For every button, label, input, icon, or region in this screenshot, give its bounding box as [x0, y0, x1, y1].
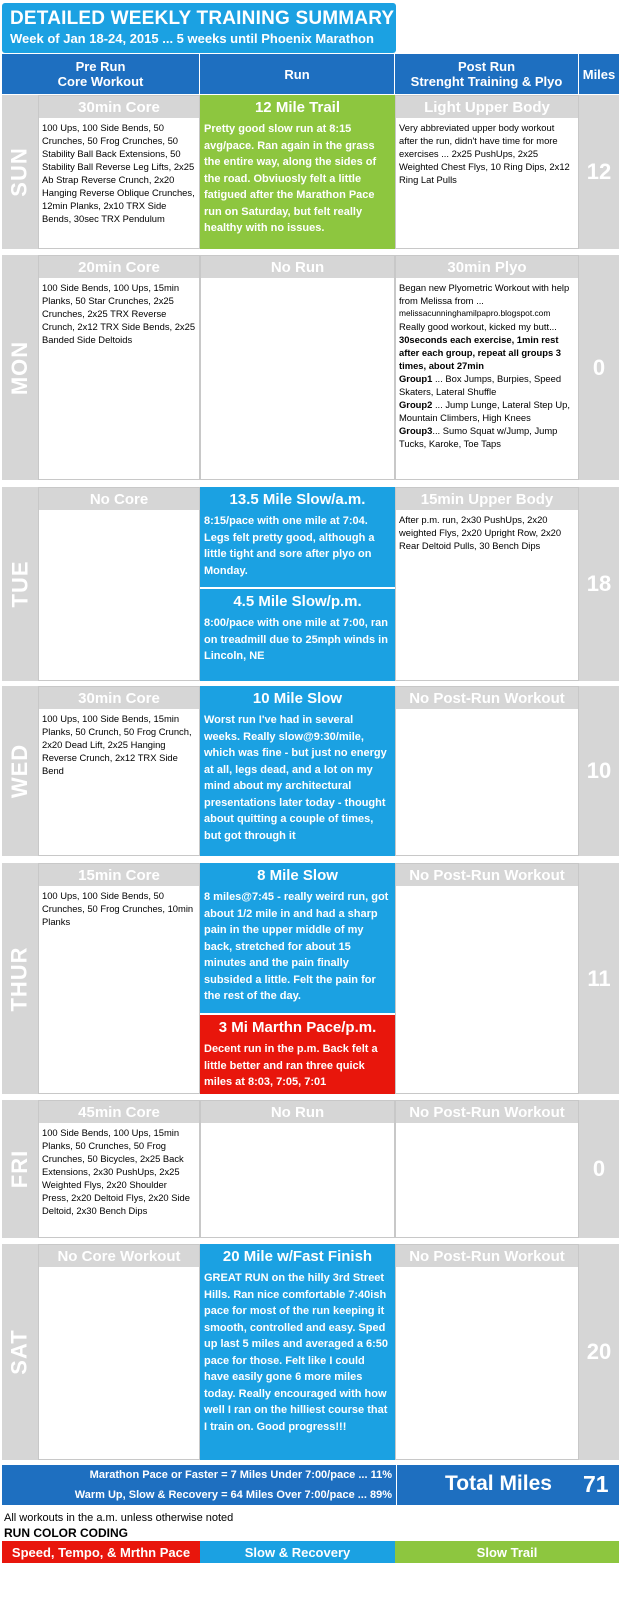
core-title: 15min Core	[39, 864, 199, 886]
legend-green: Slow Trail	[395, 1541, 619, 1563]
core-text: 100 Ups, 100 Side Bends, 15min Planks, 50 Crunch, 50 Frog Crunch, 2x20 Dead Lift, 2x25 Hanging Reverse Crunch, 2x12 TRX Side Bend	[42, 713, 192, 776]
run-cell-sun	[200, 95, 395, 249]
header-post-line1: Post Run	[457, 59, 516, 74]
core-cell-mon	[38, 255, 200, 480]
miles-tue: 18	[579, 487, 619, 681]
core-text: 100 Side Bends, 100 Ups, 15min Planks, 50 Crunches, 50 Frog Crunches, 50 Bicycles, 2x25 Back Extensions, 2x30 PushUps, 2x25 Weighted Flys, 2x20 Shoulder Press, 2x20 Deltoid Flys, 2x20 Side Deltoid, 2x30 Bench Dips	[42, 1127, 190, 1216]
post-text	[396, 278, 578, 450]
core-cell-sat	[38, 1244, 200, 1460]
run-cell-thu-pm	[200, 1015, 395, 1094]
post-cell-wed	[395, 686, 579, 856]
group2-label: Group2	[399, 399, 433, 410]
core-title: 30min Core	[39, 687, 199, 709]
group3-label: Group3	[399, 425, 433, 436]
core-cell-sun	[38, 95, 200, 249]
core-title: 45min Core	[39, 1101, 199, 1123]
run-title: No Run	[201, 256, 394, 278]
core-cell-fri	[38, 1100, 200, 1238]
run-title: 20 Mile w/Fast Finish	[201, 1245, 394, 1267]
legend-title: RUN COLOR CODING	[4, 1526, 128, 1540]
post-title: No Post-Run Workout	[396, 687, 578, 709]
post-intro: Began new Plyometric Workout with help from Melissa from ...	[399, 282, 570, 306]
run-cell-tue-pm	[200, 589, 395, 681]
miles-fri: 0	[579, 1100, 619, 1238]
post-url: melissacunninghamilpapro.blogspot.com	[399, 308, 551, 318]
miles-sun: 12	[579, 95, 619, 249]
run-text: Pretty good slow run at 8:15 avg/pace. Ran again in the grass the entire way, along the sides of the road. Obviuosly felt a little fatigued after the Marathon Pace run on Saturday, but felt really healthy with no issues.	[204, 123, 377, 234]
core-cell-wed	[38, 686, 200, 856]
run-title: 4.5 Mile Slow/p.m.	[201, 590, 394, 612]
run-cell-sat	[200, 1244, 395, 1460]
core-title: No Core	[39, 488, 199, 510]
day-label-tue: TUE	[2, 487, 38, 681]
post-bold: 30seconds each exercise, 1min rest after each group, repeat all groups 3 times, about 27min	[399, 334, 562, 371]
header-pre-line1: Pre Run	[75, 59, 126, 74]
header-post-line2: Strenght Training & Plyo	[410, 74, 563, 89]
day-label-mon: MON	[2, 255, 38, 480]
total-miles-value: 71	[583, 1471, 609, 1497]
group1-text: ... Box Jumps, Burpies, Speed Skaters, Lateral Shuffle	[399, 373, 562, 397]
core-cell-tue	[38, 487, 200, 681]
run-title: 10 Mile Slow	[201, 687, 394, 709]
summary-divider	[396, 1465, 397, 1505]
day-label-wed: WED	[2, 686, 38, 856]
header-run-label: Run	[284, 66, 310, 82]
core-cell-thu	[38, 863, 200, 1094]
run-text: Decent run in the p.m. Back felt a little better and ran three quick miles at 8:03, 7:05, 7:01	[204, 1043, 378, 1088]
miles-thu: 11	[579, 863, 619, 1094]
miles-wed: 10	[579, 686, 619, 856]
group3-text: ... Sumo Squat w/Jump, Jump Tucks, Karoke, Toe Taps	[399, 425, 558, 449]
slow-recovery-stat: Warm Up, Slow & Recovery = 64 Miles Over 7:00/pace ... 89%	[74, 1489, 392, 1501]
footnote: All workouts in the a.m. unless otherwise noted	[4, 1512, 234, 1524]
run-title: 8 Mile Slow	[201, 864, 394, 886]
post-title: 30min Plyo	[396, 256, 578, 278]
run-title: 13.5 Mile Slow/a.m.	[201, 488, 394, 510]
header-miles-label: Miles	[582, 66, 616, 82]
run-text: 8:15/pace with one mile at 7:04. Legs felt pretty good, although a little tight and sore after plyo on Monday.	[204, 515, 375, 577]
run-title: 3 Mi Marthn Pace/p.m.	[201, 1016, 394, 1038]
page-subtitle: Week of Jan 18-24, 2015 ... 5 weeks until Phoenix Marathon	[10, 31, 374, 46]
run-text: 8 miles@7:45 - really weird run, got about 1/2 mile in and had a sharp pain in the upper middle of my back, stretched for about 15 minutes and the pain finally subsided a little. Felt the pain for the rest of the day.	[204, 891, 389, 1002]
group1	[399, 372, 575, 398]
post-title: Light Upper Body	[396, 96, 578, 118]
miles-sat: 20	[579, 1244, 619, 1460]
day-label-thu: THUR	[2, 863, 38, 1094]
group3	[399, 424, 575, 450]
run-title: 12 Mile Trail	[201, 96, 394, 118]
run-cell-tue-am	[200, 487, 395, 587]
header-post-run	[395, 54, 579, 94]
post-title: No Post-Run Workout	[396, 1245, 578, 1267]
header-pre-line2: Core Workout	[57, 74, 144, 89]
day-label-fri: FRI	[2, 1100, 38, 1238]
run-cell-thu-am	[200, 863, 395, 1013]
page-title: DETAILED WEEKLY TRAINING SUMMARY	[10, 8, 395, 29]
header-run	[200, 54, 395, 94]
group1-label: Group1	[399, 373, 433, 384]
legend-red: Speed, Tempo, & Mrthn Pace	[2, 1541, 200, 1563]
run-text: Worst run I've had in several weeks. Really slow@9:30/mile, which was fine - but just no energy at all, legs dead, and a lot on my mind about my architectural presentations later today - thought about quitting a couple of times, but got through it	[204, 714, 387, 842]
run-text: GREAT RUN on the hilly 3rd Street Hills. Ran nice comfortable 7:40ish pace for most of the run keeping it smooth, controlled and easy. Sped up last 5 miles and averaged a 6:50 pace for those. Felt like I could have easily gone 6 more miles today. Really encouraged with how well I ran on the hilliest course that I train on. Good progress!!!	[204, 1272, 389, 1433]
title-banner	[2, 3, 396, 53]
group2-text: ... Jump Lunge, Lateral Step Up, Mountain Climbers, High Knees	[399, 399, 570, 423]
group2	[399, 398, 575, 424]
core-text: 100 Ups, 100 Side Bends, 50 Crunches, 50 Frog Crunches, 10min Planks	[42, 890, 194, 927]
marathon-pace-stat: Marathon Pace or Faster = 7 Miles Under 7:00/pace ... 11%	[89, 1469, 392, 1481]
post-cell-sat	[395, 1244, 579, 1460]
run-cell-fri	[200, 1100, 395, 1238]
core-text: 100 Side Bends, 100 Ups, 15min Planks, 50 Star Crunches, 2x25 Crunches, 2x25 TRX Reverse Crunch, 2x12 TRX Side Bends, 2x25 Banded Side Deltoids	[42, 282, 196, 345]
post-cell-thu	[395, 863, 579, 1094]
run-cell-mon	[200, 255, 395, 480]
core-title: No Core Workout	[39, 1245, 199, 1267]
run-text: 8:00/pace with one mile at 7:00, ran on treadmill due to 25mph winds in Lincoln, NE	[204, 617, 389, 662]
legend-blue: Slow & Recovery	[200, 1541, 395, 1563]
total-miles-label: Total Miles	[445, 1472, 552, 1495]
post-cell-fri	[395, 1100, 579, 1238]
header-miles	[579, 54, 619, 94]
core-title: 30min Core	[39, 96, 199, 118]
miles-mon: 0	[579, 255, 619, 480]
core-title: 20min Core	[39, 256, 199, 278]
day-label-sat: SAT	[2, 1244, 38, 1460]
core-text: 100 Ups, 100 Side Bends, 50 Crunches, 50 Frog Crunches, 50 Stability Ball Back Extensions, 50 Stability Ball Reverse Leg Lifts, 2x25 Ab Strap Reverse Crunch, 2x20 Hanging Reverse Oblique Crunches, 12min Planks, 2x10 TRX Side Bends, 30sec TRX Pendulum	[42, 122, 195, 224]
post-cell-sun	[395, 95, 579, 249]
post-title: No Post-Run Workout	[396, 864, 578, 886]
post-text: After p.m. run, 2x30 PushUps, 2x20 weighted Flys, 2x20 Upright Row, 2x20 Rear Deltoid Pulls, 30 Bench Dips	[399, 514, 562, 551]
post-cell-mon	[395, 255, 579, 480]
post-title: No Post-Run Workout	[396, 1101, 578, 1123]
post-cell-tue	[395, 487, 579, 681]
run-title: No Run	[201, 1101, 394, 1123]
post-line3: Really good workout, kicked my butt...	[399, 321, 557, 332]
run-cell-wed	[200, 686, 395, 856]
day-label-sun: SUN	[2, 95, 38, 249]
header-pre-run	[2, 54, 200, 94]
post-title: 15min Upper Body	[396, 488, 578, 510]
post-text: Very abbreviated upper body workout after the run, didn't have time for more exercises ... 2x25 PushUps, 2x25 Weighted Chest Flys, 10 Ring Dips, 2x12 Ring Lat Pulls	[399, 122, 570, 185]
